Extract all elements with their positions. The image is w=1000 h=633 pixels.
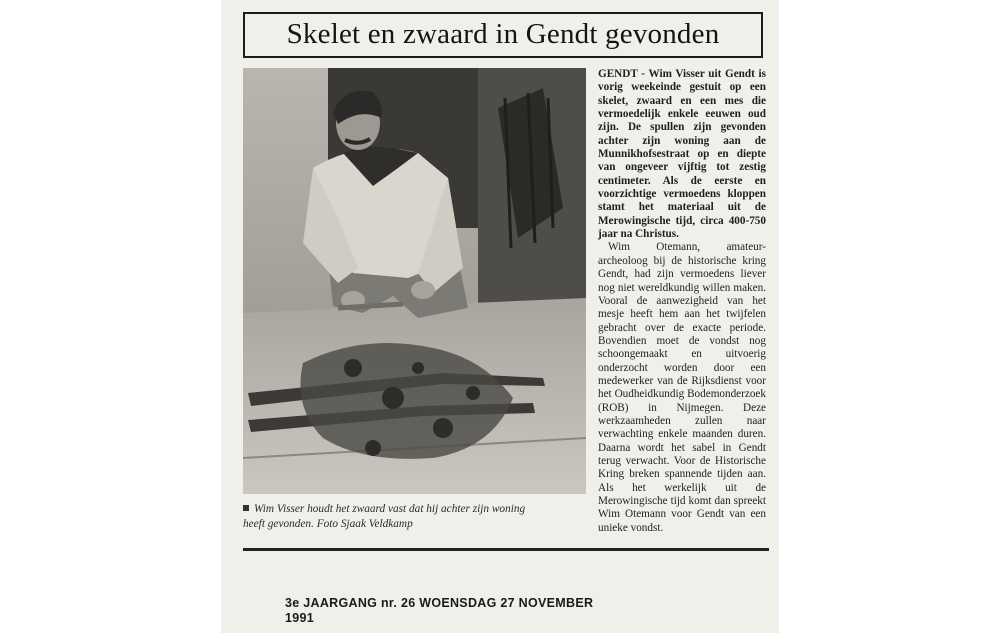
caption-line-2: heeft gevonden. Foto Sjaak Veldkamp [243, 517, 413, 530]
issue-line-2: 1991 [285, 611, 315, 625]
article-text [598, 68, 766, 535]
article-body: Wim Otemann, amateur-archeoloog bij de historische kring Gendt, had zijn vermoedens liever nog niet wereldkundig willen maken. Vooral de aanwezigheid van het mesje heeft hem aan het twijfelen gebracht over de exacte periode. Bovendien moet de vondst nog schoongemaakt en uitvoerig onderzocht worden door een medewerker van de Rijksdienst voor het Oudheidkundig Bodemonderzoek (ROB) in Nijmegen. Deze werkzaamheden zullen naar verwachting enkele maanden duren. Daarna wordt het sabel in Gendt terug verwacht. Voor de Historische Kring breken spannende tijden aan. Als het werkelijk uit de Merowingische tijd komt dan spreekt Wim Otemann voor Gendt van een unieke vondst. [598, 241, 766, 534]
headline-box [243, 12, 763, 58]
photo-caption [243, 502, 593, 531]
headline: Skelet en zwaard in Gendt gevonden [286, 18, 720, 50]
issue-footer [285, 596, 645, 626]
caption-line-1: Wim Visser houdt het zwaard vast dat hij achter zijn woning [254, 503, 526, 515]
news-photo [243, 68, 586, 494]
photo-illustration [243, 68, 586, 494]
divider-rule [243, 548, 769, 551]
caption-bullet-icon [243, 505, 249, 511]
article-lead: GENDT - Wim Visser uit Gendt is vorig weekeinde gestuit op een skelet, zwaard en een mes die vermoedelijk enkele eeuwen oud zijn. De spullen zijn gevonden achter zijn woning aan de Munnikhofsestraat op en diepte van ongeveer vijftig tot zestig centimeter. Als de eerste en voorzichtige vermoedens kloppen stamt het materiaal uit de Merowingische tijd, circa 400-750 jaar na Christus. [598, 68, 766, 241]
issue-line-1: 3e JAARGANG nr. 26 WOENSDAG 27 NOVEMBER [285, 596, 594, 610]
